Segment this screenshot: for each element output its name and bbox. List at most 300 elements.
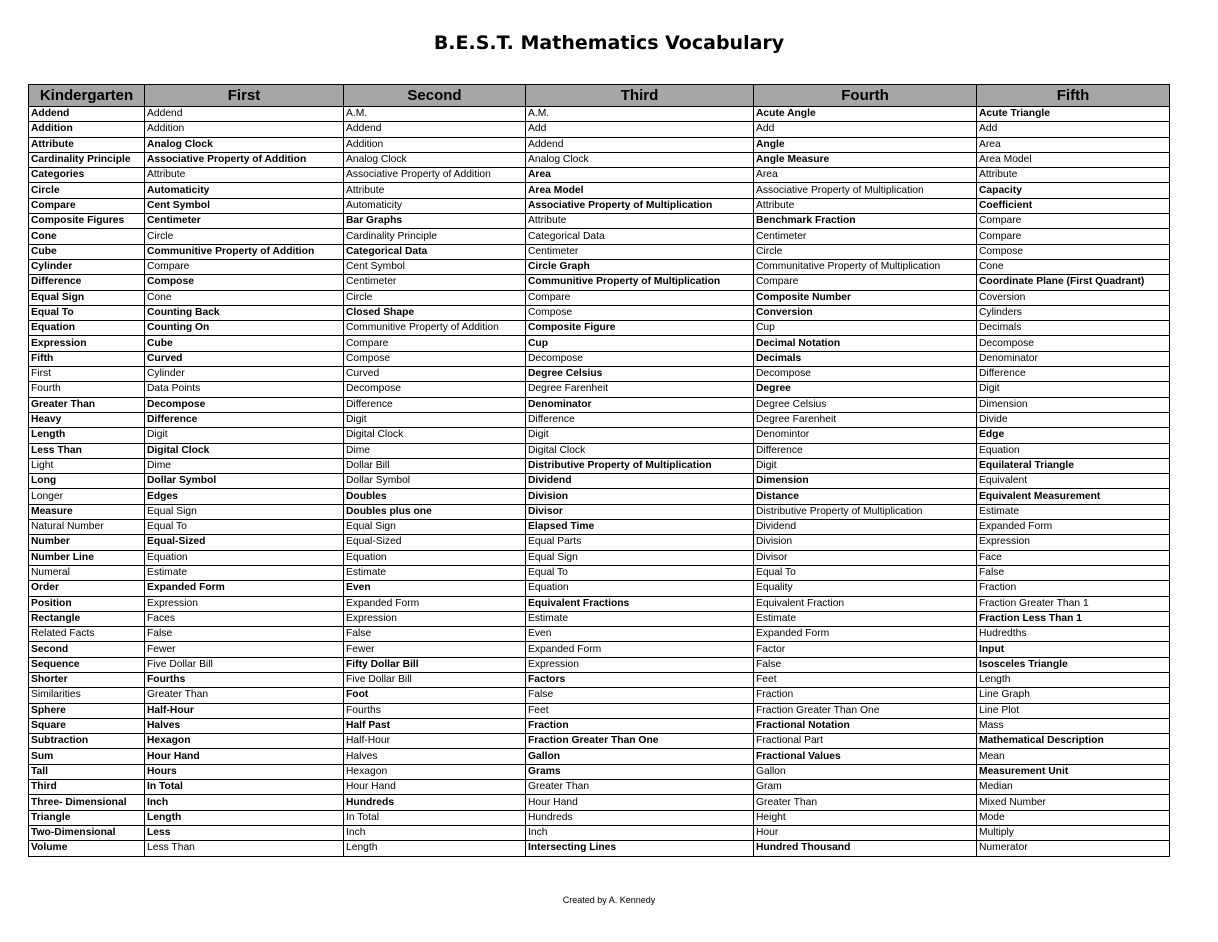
vocab-cell-fourth: Gallon xyxy=(754,764,977,779)
vocab-cell-fourth: Circle xyxy=(754,244,977,259)
table-row xyxy=(29,749,1170,764)
vocab-cell-first: Fourths xyxy=(145,672,344,687)
vocab-cell-fifth: Measurement Unit xyxy=(977,764,1170,779)
vocab-cell-fourth: Division xyxy=(754,535,977,550)
vocab-cell-fourth: Estimate xyxy=(754,611,977,626)
vocab-cell-kindergarten: Greater Than xyxy=(29,397,145,412)
vocab-cell-third: Area xyxy=(526,168,754,183)
vocab-cell-fourth: Communitative Property of Multiplication xyxy=(754,259,977,274)
vocab-cell-first: Addend xyxy=(145,107,344,122)
column-header-fifth: Fifth xyxy=(977,85,1170,107)
table-row xyxy=(29,336,1170,351)
vocab-cell-fifth: Median xyxy=(977,780,1170,795)
vocab-cell-third: A.M. xyxy=(526,107,754,122)
vocab-cell-second: A.M. xyxy=(344,107,526,122)
vocab-cell-kindergarten: Light xyxy=(29,458,145,473)
table-row xyxy=(29,718,1170,733)
vocab-cell-third: Compose xyxy=(526,305,754,320)
vocab-cell-fourth: Feet xyxy=(754,672,977,687)
vocab-cell-fourth: Dividend xyxy=(754,520,977,535)
vocab-cell-fourth: Acute Angle xyxy=(754,107,977,122)
vocab-cell-third: Degree Celsius xyxy=(526,367,754,382)
vocab-cell-kindergarten: Sequence xyxy=(29,657,145,672)
vocab-cell-second: Fourths xyxy=(344,703,526,718)
vocab-cell-kindergarten: Composite Figures xyxy=(29,214,145,229)
table-row xyxy=(29,825,1170,840)
vocab-cell-first: Curved xyxy=(145,351,344,366)
column-header-kindergarten: Kindergarten xyxy=(29,85,145,107)
table-row xyxy=(29,397,1170,412)
vocab-cell-second: Communitive Property of Addition xyxy=(344,321,526,336)
vocab-cell-third: Equal Sign xyxy=(526,550,754,565)
vocab-cell-second: Cent Symbol xyxy=(344,259,526,274)
vocab-cell-fifth: Coordinate Plane (First Quadrant) xyxy=(977,275,1170,290)
table-row xyxy=(29,382,1170,397)
vocab-cell-fourth: Angle xyxy=(754,137,977,152)
vocab-cell-second: Hundreds xyxy=(344,795,526,810)
vocab-cell-fifth: Estimate xyxy=(977,504,1170,519)
table-row xyxy=(29,550,1170,565)
vocab-cell-fourth: Height xyxy=(754,810,977,825)
vocab-cell-fifth: Coefficient xyxy=(977,198,1170,213)
vocab-cell-second: Halves xyxy=(344,749,526,764)
vocab-cell-second: Digital Clock xyxy=(344,428,526,443)
vocab-cell-first: Cube xyxy=(145,336,344,351)
vocab-cell-first: Five Dollar Bill xyxy=(145,657,344,672)
vocab-cell-fifth: Coversion xyxy=(977,290,1170,305)
table-row xyxy=(29,504,1170,519)
vocab-cell-fourth: Equal To xyxy=(754,565,977,580)
vocab-cell-kindergarten: Two-Dimensional xyxy=(29,825,145,840)
vocab-cell-fourth: Associative Property of Multiplication xyxy=(754,183,977,198)
vocab-cell-fourth: Distance xyxy=(754,489,977,504)
vocab-cell-fifth: Difference xyxy=(977,367,1170,382)
vocab-cell-kindergarten: Attribute xyxy=(29,137,145,152)
vocab-cell-third: Equal To xyxy=(526,565,754,580)
table-row xyxy=(29,810,1170,825)
vocab-cell-fourth: Cup xyxy=(754,321,977,336)
vocab-cell-second: Addition xyxy=(344,137,526,152)
vocab-cell-second: Five Dollar Bill xyxy=(344,672,526,687)
vocab-cell-fifth: Length xyxy=(977,672,1170,687)
vocab-cell-third: Area Model xyxy=(526,183,754,198)
page-title: B.E.S.T. Mathematics Vocabulary xyxy=(433,32,785,54)
header-row xyxy=(29,85,1170,107)
vocab-cell-second: Dime xyxy=(344,443,526,458)
vocab-cell-kindergarten: Rectangle xyxy=(29,611,145,626)
vocab-cell-first: Communitive Property of Addition xyxy=(145,244,344,259)
vocab-cell-first: Associative Property of Addition xyxy=(145,152,344,167)
vocab-cell-fourth: Difference xyxy=(754,443,977,458)
vocab-cell-fifth: Line Plot xyxy=(977,703,1170,718)
vocab-cell-fifth: Fraction Greater Than 1 xyxy=(977,596,1170,611)
vocab-cell-kindergarten: Sum xyxy=(29,749,145,764)
footer-credit: Created by A. Kennedy xyxy=(562,895,656,905)
table-row xyxy=(29,565,1170,580)
vocab-cell-fifth: Equivalent xyxy=(977,474,1170,489)
vocab-cell-fifth: Numerator xyxy=(977,841,1170,856)
vocab-cell-second: Dollar Bill xyxy=(344,458,526,473)
vocab-cell-fifth: Hudredths xyxy=(977,627,1170,642)
vocab-cell-third: Distributive Property of Multiplication xyxy=(526,458,754,473)
vocab-cell-fifth: Edge xyxy=(977,428,1170,443)
vocab-cell-third: Dividend xyxy=(526,474,754,489)
vocab-cell-fourth: Degree Farenheit xyxy=(754,412,977,427)
vocab-cell-second: Cardinality Principle xyxy=(344,229,526,244)
vocab-cell-fourth: Attribute xyxy=(754,198,977,213)
vocab-cell-kindergarten: Three- Dimensional xyxy=(29,795,145,810)
vocab-cell-fifth: Equivalent Measurement xyxy=(977,489,1170,504)
vocab-cell-third: Associative Property of Multiplication xyxy=(526,198,754,213)
vocab-cell-third: Attribute xyxy=(526,214,754,229)
vocab-cell-fourth: Fractional Values xyxy=(754,749,977,764)
vocab-cell-first: Greater Than xyxy=(145,688,344,703)
column-header-fourth: Fourth xyxy=(754,85,977,107)
vocab-cell-first: Less xyxy=(145,825,344,840)
vocab-cell-second: Doubles xyxy=(344,489,526,504)
vocab-cell-second: Equation xyxy=(344,550,526,565)
vocab-cell-second: Closed Shape xyxy=(344,305,526,320)
vocab-cell-fourth: Angle Measure xyxy=(754,152,977,167)
vocab-cell-fifth: Expanded Form xyxy=(977,520,1170,535)
vocab-cell-third: Categorical Data xyxy=(526,229,754,244)
vocab-cell-first: False xyxy=(145,627,344,642)
vocab-cell-first: Digital Clock xyxy=(145,443,344,458)
vocab-cell-second: Equal Sign xyxy=(344,520,526,535)
vocab-cell-fourth: Benchmark Fraction xyxy=(754,214,977,229)
vocab-cell-kindergarten: Numeral xyxy=(29,565,145,580)
vocab-cell-first: Edges xyxy=(145,489,344,504)
vocab-cell-fourth: Denomintor xyxy=(754,428,977,443)
table-row xyxy=(29,214,1170,229)
vocab-cell-fifth: Denominator xyxy=(977,351,1170,366)
vocab-cell-kindergarten: Number Line xyxy=(29,550,145,565)
table-row xyxy=(29,657,1170,672)
vocab-cell-first: Hexagon xyxy=(145,734,344,749)
vocab-cell-first: Decompose xyxy=(145,397,344,412)
vocab-cell-kindergarten: Fifth xyxy=(29,351,145,366)
vocab-cell-second: Length xyxy=(344,841,526,856)
vocab-cell-first: Estimate xyxy=(145,565,344,580)
table-row xyxy=(29,458,1170,473)
vocab-cell-kindergarten: Heavy xyxy=(29,412,145,427)
table-row xyxy=(29,152,1170,167)
table-row xyxy=(29,489,1170,504)
vocab-cell-third: Decompose xyxy=(526,351,754,366)
vocab-cell-third: Analog Clock xyxy=(526,152,754,167)
vocab-cell-kindergarten: Cardinality Principle xyxy=(29,152,145,167)
column-header-first: First xyxy=(145,85,344,107)
vocab-cell-fifth: Mass xyxy=(977,718,1170,733)
vocab-cell-fourth: Degree xyxy=(754,382,977,397)
vocab-cell-kindergarten: Expression xyxy=(29,336,145,351)
vocab-cell-fourth: Decimals xyxy=(754,351,977,366)
vocab-cell-kindergarten: Tall xyxy=(29,764,145,779)
vocab-cell-third: Factors xyxy=(526,672,754,687)
vocab-cell-fifth: Capacity xyxy=(977,183,1170,198)
table-row xyxy=(29,183,1170,198)
table-row xyxy=(29,367,1170,382)
vocab-cell-fifth: Cylinders xyxy=(977,305,1170,320)
vocab-cell-third: False xyxy=(526,688,754,703)
vocab-cell-first: Counting Back xyxy=(145,305,344,320)
vocab-cell-fourth: False xyxy=(754,657,977,672)
vocab-cell-kindergarten: Equation xyxy=(29,321,145,336)
vocab-cell-kindergarten: Equal To xyxy=(29,305,145,320)
vocab-cell-fifth: Compare xyxy=(977,214,1170,229)
vocab-cell-second: Expression xyxy=(344,611,526,626)
vocab-cell-third: Centimeter xyxy=(526,244,754,259)
table-row xyxy=(29,841,1170,856)
vocab-cell-fifth: Compose xyxy=(977,244,1170,259)
vocab-cell-kindergarten: Shorter xyxy=(29,672,145,687)
vocab-cell-kindergarten: Fourth xyxy=(29,382,145,397)
vocab-cell-third: Add xyxy=(526,122,754,137)
vocab-cell-first: Data Points xyxy=(145,382,344,397)
vocab-cell-second: Fifty Dollar Bill xyxy=(344,657,526,672)
table-row xyxy=(29,275,1170,290)
vocab-cell-fourth: Degree Celsius xyxy=(754,397,977,412)
vocab-cell-fourth: Conversion xyxy=(754,305,977,320)
vocab-cell-kindergarten: Number xyxy=(29,535,145,550)
table-row xyxy=(29,581,1170,596)
vocab-cell-third: Cup xyxy=(526,336,754,351)
vocab-cell-first: Expanded Form xyxy=(145,581,344,596)
vocab-cell-third: Gallon xyxy=(526,749,754,764)
vocab-cell-second: Categorical Data xyxy=(344,244,526,259)
vocab-cell-first: Cent Symbol xyxy=(145,198,344,213)
vocab-cell-fourth: Hundred Thousand xyxy=(754,841,977,856)
vocab-cell-fifth: Add xyxy=(977,122,1170,137)
table-row xyxy=(29,259,1170,274)
table-row xyxy=(29,672,1170,687)
table-row xyxy=(29,137,1170,152)
vocab-cell-fourth: Equivalent Fraction xyxy=(754,596,977,611)
vocab-cell-fifth: Area xyxy=(977,137,1170,152)
vocab-cell-third: Digital Clock xyxy=(526,443,754,458)
vocab-cell-third: Inch xyxy=(526,825,754,840)
vocab-cell-third: Greater Than xyxy=(526,780,754,795)
vocab-cell-first: Hours xyxy=(145,764,344,779)
vocab-cell-fifth: Digit xyxy=(977,382,1170,397)
vocab-cell-fourth: Fraction xyxy=(754,688,977,703)
table-row xyxy=(29,412,1170,427)
vocab-cell-fifth: Mixed Number xyxy=(977,795,1170,810)
vocab-cell-third: Equivalent Fractions xyxy=(526,596,754,611)
vocab-cell-first: Half-Hour xyxy=(145,703,344,718)
vocab-cell-fourth: Factor xyxy=(754,642,977,657)
vocab-cell-second: Hexagon xyxy=(344,764,526,779)
table-row xyxy=(29,321,1170,336)
vocab-cell-second: Digit xyxy=(344,412,526,427)
vocab-cell-third: Composite Figure xyxy=(526,321,754,336)
table-row xyxy=(29,734,1170,749)
vocab-cell-third: Expression xyxy=(526,657,754,672)
vocab-cell-second: Compare xyxy=(344,336,526,351)
column-header-third: Third xyxy=(526,85,754,107)
vocab-cell-second: Difference xyxy=(344,397,526,412)
vocab-cell-fifth: Fraction xyxy=(977,581,1170,596)
vocab-cell-first: Inch xyxy=(145,795,344,810)
vocab-cell-first: Dime xyxy=(145,458,344,473)
vocab-cell-first: Compose xyxy=(145,275,344,290)
vocab-cell-third: Equation xyxy=(526,581,754,596)
table-row xyxy=(29,474,1170,489)
vocab-cell-third: Equal Parts xyxy=(526,535,754,550)
vocab-cell-fifth: Decimals xyxy=(977,321,1170,336)
vocab-cell-kindergarten: Longer xyxy=(29,489,145,504)
vocab-cell-second: Centimeter xyxy=(344,275,526,290)
vocab-cell-second: Half Past xyxy=(344,718,526,733)
vocab-cell-fifth: Mathematical Description xyxy=(977,734,1170,749)
vocab-cell-third: Digit xyxy=(526,428,754,443)
vocab-cell-fourth: Centimeter xyxy=(754,229,977,244)
table-row xyxy=(29,688,1170,703)
vocab-cell-third: Division xyxy=(526,489,754,504)
vocab-cell-fifth: Area Model xyxy=(977,152,1170,167)
vocab-cell-fifth: Equilateral Triangle xyxy=(977,458,1170,473)
vocab-cell-second: In Total xyxy=(344,810,526,825)
vocab-cell-third: Fraction Greater Than One xyxy=(526,734,754,749)
table-row xyxy=(29,168,1170,183)
table-row xyxy=(29,107,1170,122)
vocab-cell-fifth: Decompose xyxy=(977,336,1170,351)
vocab-cell-fourth: Digit xyxy=(754,458,977,473)
table-row xyxy=(29,642,1170,657)
table-row xyxy=(29,596,1170,611)
vocab-cell-third: Circle Graph xyxy=(526,259,754,274)
vocab-cell-kindergarten: Difference xyxy=(29,275,145,290)
vocab-cell-second: Compose xyxy=(344,351,526,366)
vocab-cell-third: Expanded Form xyxy=(526,642,754,657)
vocab-cell-first: Hour Hand xyxy=(145,749,344,764)
vocab-cell-fourth: Hour xyxy=(754,825,977,840)
vocab-cell-third: Denominator xyxy=(526,397,754,412)
vocab-cell-first: Addition xyxy=(145,122,344,137)
vocab-cell-second: Inch xyxy=(344,825,526,840)
vocab-cell-fifth: Expression xyxy=(977,535,1170,550)
vocab-cell-fourth: Equality xyxy=(754,581,977,596)
table-row xyxy=(29,795,1170,810)
vocab-cell-second: Attribute xyxy=(344,183,526,198)
vocab-cell-second: Automaticity xyxy=(344,198,526,213)
vocab-cell-third: Divisor xyxy=(526,504,754,519)
vocab-cell-first: Fewer xyxy=(145,642,344,657)
vocab-cell-kindergarten: Compare xyxy=(29,198,145,213)
vocab-cell-first: Circle xyxy=(145,229,344,244)
table-row xyxy=(29,520,1170,535)
table-row xyxy=(29,122,1170,137)
vocab-cell-fifth: Cone xyxy=(977,259,1170,274)
vocab-cell-second: Circle xyxy=(344,290,526,305)
vocab-cell-fourth: Expanded Form xyxy=(754,627,977,642)
vocab-cell-kindergarten: Addend xyxy=(29,107,145,122)
vocab-cell-fourth: Dimension xyxy=(754,474,977,489)
vocab-cell-kindergarten: First xyxy=(29,367,145,382)
vocab-cell-kindergarten: Sphere xyxy=(29,703,145,718)
table-row xyxy=(29,229,1170,244)
vocab-cell-fourth: Greater Than xyxy=(754,795,977,810)
vocab-cell-fifth: Input xyxy=(977,642,1170,657)
vocab-cell-third: Feet xyxy=(526,703,754,718)
vocab-cell-fourth: Fractional Part xyxy=(754,734,977,749)
vocab-cell-fifth: Mean xyxy=(977,749,1170,764)
vocab-cell-first: Halves xyxy=(145,718,344,733)
vocab-cell-third: Addend xyxy=(526,137,754,152)
vocab-cell-second: Even xyxy=(344,581,526,596)
vocab-cell-fourth: Gram xyxy=(754,780,977,795)
vocab-cell-fourth: Decompose xyxy=(754,367,977,382)
vocabulary-table xyxy=(28,84,1170,857)
vocab-cell-second: Associative Property of Addition xyxy=(344,168,526,183)
table-row xyxy=(29,780,1170,795)
table-row xyxy=(29,198,1170,213)
vocab-cell-first: Equal Sign xyxy=(145,504,344,519)
vocab-cell-kindergarten: Similarities xyxy=(29,688,145,703)
vocab-cell-kindergarten: Long xyxy=(29,474,145,489)
table-row xyxy=(29,443,1170,458)
vocab-cell-first: Cone xyxy=(145,290,344,305)
vocab-cell-kindergarten: Volume xyxy=(29,841,145,856)
table-row xyxy=(29,764,1170,779)
vocab-cell-second: Hour Hand xyxy=(344,780,526,795)
table-row xyxy=(29,244,1170,259)
vocab-cell-third: Elapsed Time xyxy=(526,520,754,535)
vocab-cell-kindergarten: Cube xyxy=(29,244,145,259)
vocab-cell-third: Intersecting Lines xyxy=(526,841,754,856)
vocab-cell-third: Even xyxy=(526,627,754,642)
vocab-cell-kindergarten: Triangle xyxy=(29,810,145,825)
vocab-cell-fourth: Compare xyxy=(754,275,977,290)
vocab-cell-fifth: Isosceles Triangle xyxy=(977,657,1170,672)
vocab-cell-first: Counting On xyxy=(145,321,344,336)
vocab-cell-kindergarten: Order xyxy=(29,581,145,596)
vocab-cell-first: Analog Clock xyxy=(145,137,344,152)
vocab-cell-fourth: Area xyxy=(754,168,977,183)
vocab-cell-first: Length xyxy=(145,810,344,825)
vocab-cell-fourth: Decimal Notation xyxy=(754,336,977,351)
vocab-cell-fifth: Fraction Less Than 1 xyxy=(977,611,1170,626)
vocab-cell-second: Analog Clock xyxy=(344,152,526,167)
vocab-cell-first: Digit xyxy=(145,428,344,443)
vocab-cell-fifth: Face xyxy=(977,550,1170,565)
vocab-cell-kindergarten: Less Than xyxy=(29,443,145,458)
vocab-cell-first: Compare xyxy=(145,259,344,274)
vocab-cell-second: Equal-Sized xyxy=(344,535,526,550)
vocab-cell-first: Centimeter xyxy=(145,214,344,229)
table-body xyxy=(29,107,1170,857)
vocab-cell-fifth: Dimension xyxy=(977,397,1170,412)
table-row xyxy=(29,428,1170,443)
table-row xyxy=(29,611,1170,626)
vocab-cell-fourth: Divisor xyxy=(754,550,977,565)
vocab-cell-kindergarten: Measure xyxy=(29,504,145,519)
vocab-cell-fifth: Multiply xyxy=(977,825,1170,840)
table-row xyxy=(29,305,1170,320)
vocab-cell-kindergarten: Length xyxy=(29,428,145,443)
vocab-cell-kindergarten: Circle xyxy=(29,183,145,198)
vocab-cell-first: Attribute xyxy=(145,168,344,183)
vocab-cell-fifth: Divide xyxy=(977,412,1170,427)
vocab-cell-kindergarten: Position xyxy=(29,596,145,611)
vocab-cell-first: Cylinder xyxy=(145,367,344,382)
table-row xyxy=(29,535,1170,550)
vocab-cell-third: Fraction xyxy=(526,718,754,733)
vocab-cell-third: Hour Hand xyxy=(526,795,754,810)
vocab-cell-fifth: Acute Triangle xyxy=(977,107,1170,122)
vocab-cell-fifth: Equation xyxy=(977,443,1170,458)
vocab-cell-second: Estimate xyxy=(344,565,526,580)
